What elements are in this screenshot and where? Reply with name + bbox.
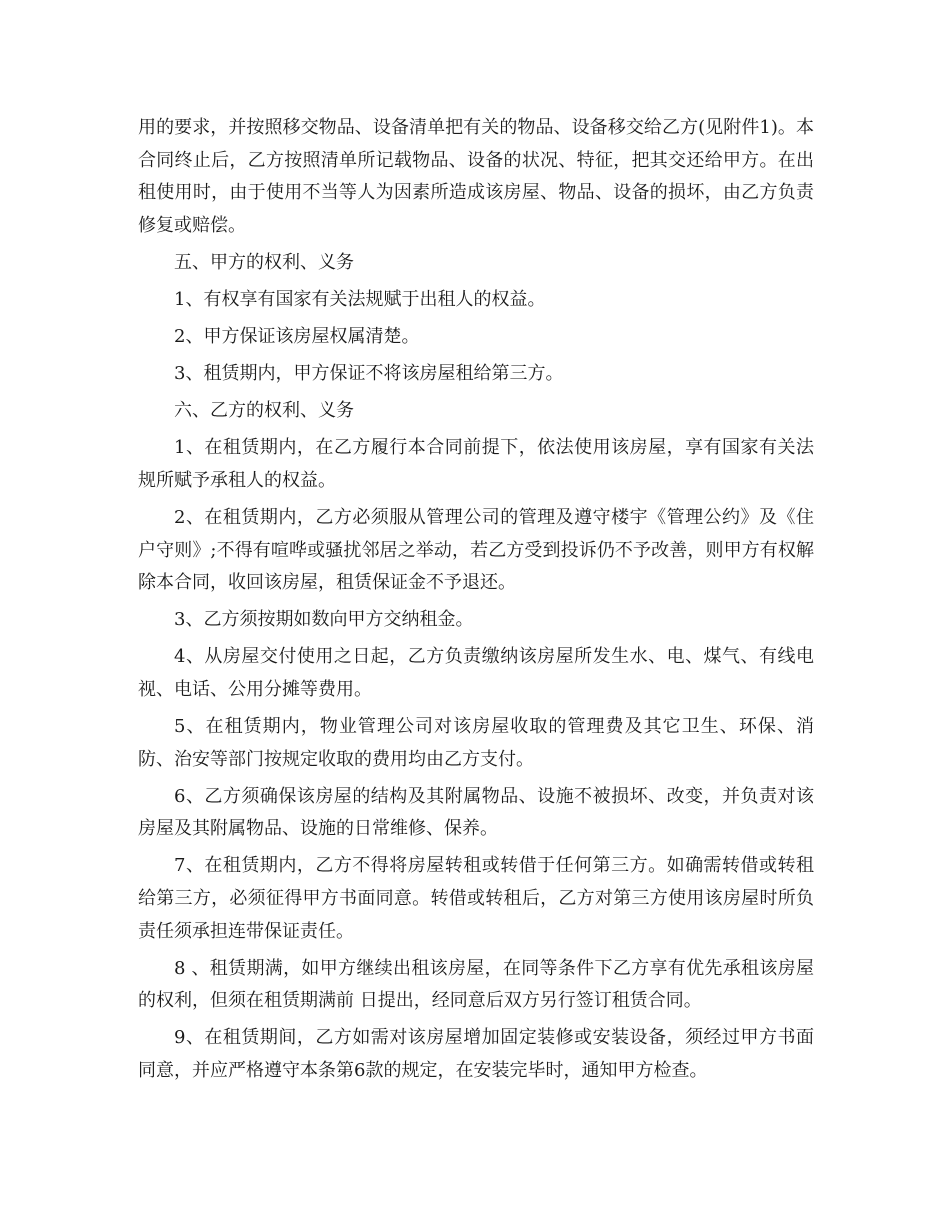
paragraph: 4、从房屋交付使用之日起，乙方负责缴纳该房屋所发生水、电、煤气、有线电视、电话、公用分摊等费用。 (138, 646, 814, 700)
paragraph: 3、租赁期内，甲方保证不将该房屋租给第三方。 (174, 363, 564, 385)
section-heading-six: 六、乙方的权利、义务 (174, 400, 354, 422)
paragraph: 9、在租赁期间，乙方如需对该房屋增加固定装修或安装设备，须经过甲方书面同意，并应严格遵守本条第6款的规定，在安装完毕时，通知甲方检查。 (138, 1027, 814, 1082)
section-heading-five: 五、甲方的权利、义务 (174, 251, 354, 273)
paragraph: 5、在租赁期内，物业管理公司对该房屋收取的管理费及其它卫生、环保、消防、治安等部门按规定收取的费用均由乙方支付。 (138, 716, 814, 770)
paragraph: 1、在租赁期内，在乙方履行本合同前提下，依法使用该房屋，享有国家有关法规所赋予承租人的权益。 (138, 437, 814, 491)
paragraph: 3、乙方须按期如数向甲方交纳租金。 (174, 609, 474, 631)
paragraph: 8 、租赁期满，如甲方继续出租该房屋，在同等条件下乙方享有优先承租该房屋的权利，但须在租赁期满前 日提出，经同意后双方另行签订租赁合同。 (138, 957, 814, 1012)
paragraph: 6、乙方须确保该房屋的结构及其附属物品、设施不被损坏、改变，并负责对该房屋及其附属物品、设施的日常维修、保养。 (138, 785, 814, 840)
paragraph: 2、甲方保证该房屋权属清楚。 (174, 326, 420, 348)
paragraph: 2、在租赁期内，乙方必须服从管理公司的管理及遵守楼宇《管理公约》及《住户守则》;不得有喧哗或骚扰邻居之举动，若乙方受到投诉仍不予改善，则甲方有权解除本合同，收回该房屋，租赁保证金不予退还。 (138, 507, 814, 594)
document-body (138, 112, 814, 1088)
paragraph-continuation: 用的要求，并按照移交物品、设备清单把有关的物品、设备移交给乙方(见附件1)。本合同终止后，乙方按照清单所记载物品、设备的状况、特征，把其交还给甲方。在出租使用时，由于使用不当等人为因素所造成该房屋、物品、设备的损坏，由乙方负责修复或赔偿。 (138, 117, 814, 236)
paragraph: 7、在租赁期内，乙方不得将房屋转租或转借于任何第三方。如确需转借或转租给第三方，必须征得甲方书面同意。转借或转租后，乙方对第三方使用该房屋时所负责任须承担连带保证责任。 (138, 855, 814, 942)
paragraph: 1、有权享有国家有关法规赋于出租人的权益。 (174, 288, 546, 310)
